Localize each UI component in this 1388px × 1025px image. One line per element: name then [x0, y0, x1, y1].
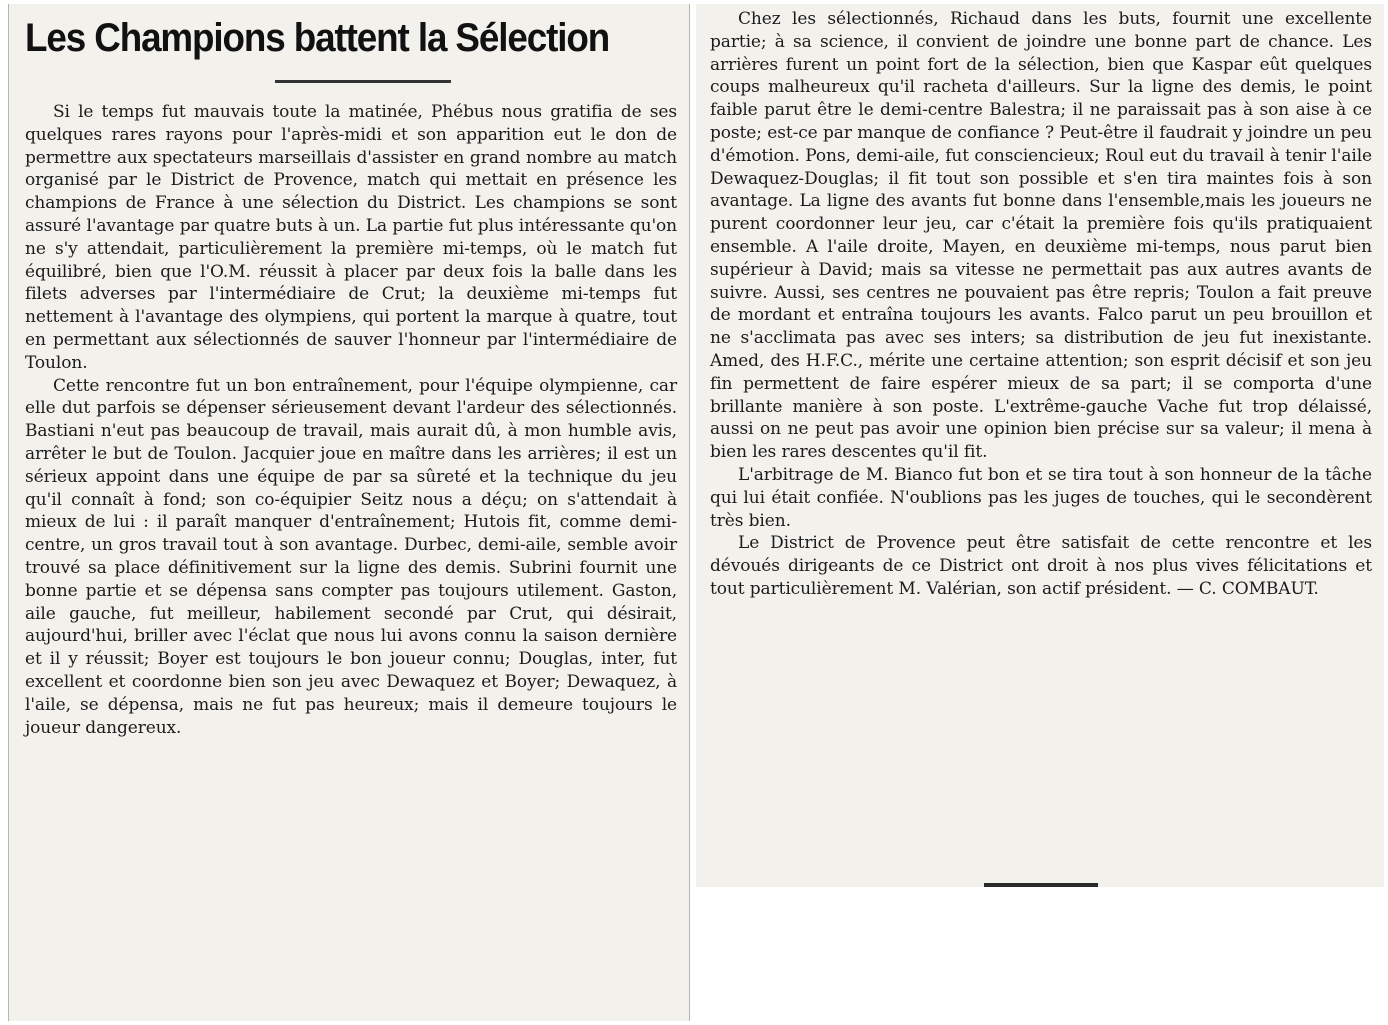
- left-column: [8, 4, 690, 1021]
- article-paragraph: Cette rencontre fut un bon entraînement, pour l'équipe olympienne, car elle dut parfois se dépenser sérieusement devant l'ardeur des sélectionnés. Bastiani n'eut pas beaucoup de travail, mais aurait dû, à mon humble avis, arrêter le but de Toulon. Jacquier joue en maître dans les arrières; il est un sérieux appoint dans une équipe de par sa sûreté et la technique du jeu qu'il connaît à fond; son co-équipier Seitz nous a déçu; on s'attendait à mieux de lui : il paraît manquer d'entraînement; Hutois fit, comme demi-centre, un gros travail tout à son avantage. Durbec, demi-aile, semble avoir trouvé sa place définitivement sur la ligne des demis. Subrini fournit une bonne partie et se dépensa sans compter pas toujours utilement. Gaston, aile gauche, fut meilleur, habilement secondé par Crut, qui désirait, aujourd'hui, briller avec l'éclat que nous lui avons connu la saison dernière et il y réussit; Boyer est toujours le bon joueur connu; Douglas, inter, fut excellent et coordonne bien son jeu avec Dewaquez et Boyer; Dewaquez, à l'aile, se dépensa, mais ne fut pas heureux; mais il demeure toujours le joueur dangereux.: [25, 375, 677, 738]
- right-column: [696, 4, 1384, 887]
- article-paragraph: L'arbitrage de M. Bianco fut bon et se tira tout à son honneur de la tâche qui lui était confiée. N'oublions pas les juges de touches, qui le secondèrent très bien.: [710, 464, 1372, 531]
- article-paragraph: Chez les sélectionnés, Richaud dans les buts, fournit une excellente partie; à sa science, il convient de joindre une bonne part de chance. Les arrières furent un point fort de la sélection, bien que Kaspar eût quelques coups malheureux qu'il racheta d'ailleurs. Sur la ligne des demis, le point faible parut être le demi-centre Balestra; il ne paraissait pas à son aise à ce poste; est-ce par manque de confiance ? Peut-être il faudrait y joindre un peu d'émotion. Pons, demi-aile, fut consciencieux; Roul eut du travail à tenir l'aile Dewaquez-Douglas; il fit tout son possible et s'en tira maintes fois à son avantage. La ligne des avants fut bonne dans l'ensemble,mais les joueurs ne purent coordonner leur jeu, car c'était la première fois qu'ils pratiquaient ensemble. A l'aile droite, Mayen, en deuxième mi-temps, nous parut bien supérieur à David; mais sa vitesse ne permettait pas aux autres avants de suivre. Aussi, ses centres ne pouvaient pas être repris; Toulon a fait preuve de mordant et entraîna toujours les avants. Falco parut un peu brouillon et ne s'acclimata pas avec ses inters; sa distribution de jeu fut inexistante. Amed, des H.F.C., mérite une certaine attention; son esprit décisif et son jeu fin permettent de faire espérer mieux de sa part; il se comporta d'une brillante manière à son poste. L'extrême-gauche Vache fut trop délaissé, aussi on ne peut pas avoir une opinion bien précise sur sa valeur; il mena à bien les rares descentes qu'il fit.: [710, 9, 1372, 463]
- end-divider: [984, 883, 1098, 887]
- article-title: Les Champions battent la Sélection: [25, 16, 610, 60]
- article-paragraph: Si le temps fut mauvais toute la matinée, Phébus nous gratifia de ses quelques rares rayons pour l'après-midi et son apparition eut le don de permettre aux spectateurs marseillais d'assister en grand nombre au match organisé par le District de Provence, match qui mettait en présence les champions de France à une sélection du District. Les champions se sont assuré l'avantage par quatre buts à un. La partie fut plus intéressante qu'on ne s'y attendait, particulièrement la première mi-temps, où le match fut équilibré, bien que l'O.M. réussit à placer par deux fois la balle dans les filets adverses par l'intermédiaire de Crut; la deuxième mi-temps fut nettement à l'avantage des olympiens, qui portent la marque à quatre, tout en permettant aux sélectionnés de sauver l'honneur par l'intermédiaire de Toulon.: [25, 102, 677, 373]
- article-paragraph: Le District de Provence peut être satisfait de cette rencontre et les dévoués dirigeants de ce District ont droit à nos plus vives félicitations et tout particulièrement M. Valérian, son actif président. — C. COMBAUT.: [710, 533, 1372, 599]
- title-divider: [275, 80, 451, 83]
